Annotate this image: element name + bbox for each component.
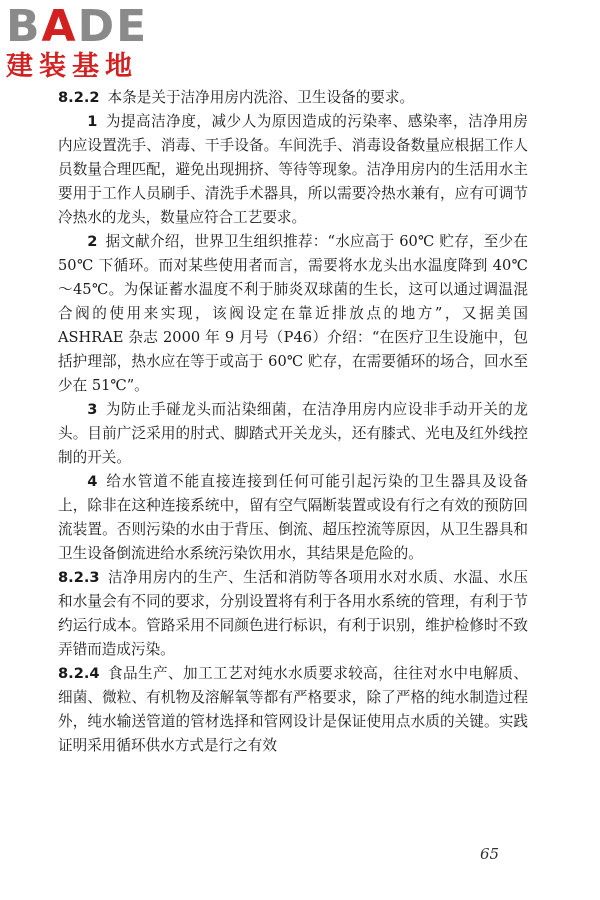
document-body — [58, 86, 528, 758]
clause-number: 8.2.3 — [58, 569, 100, 586]
item-number: 2 — [87, 233, 98, 250]
clause-8-2-4 — [58, 662, 528, 758]
watermark-brand: BADE — [6, 1, 149, 52]
item-2 — [58, 230, 528, 398]
clause-number: 8.2.2 — [58, 89, 100, 106]
item-number: 1 — [87, 113, 98, 130]
clause-text: 本条是关于洁净用房内洗浴、卫生设备的要求。 — [107, 89, 415, 106]
item-4 — [58, 470, 528, 566]
item-3 — [58, 398, 528, 470]
clause-text: 食品生产、加工工艺对纯水水质要求较高，往往对水中电解质、细菌、微粒、有机物及溶解氧等都有严格要求，除了严格的纯水制造过程外，纯水输送管道的管材选择和管网设计是保证使用点水质的关键。实践证明采用循环供水方式是行之有效 — [58, 665, 528, 754]
clause-8-2-2 — [58, 86, 528, 110]
item-number: 4 — [87, 473, 98, 490]
item-text: 为防止手碰龙头而沾染细菌，在洁净用房内应设非手动开关的龙头。目前广泛采用的肘式、脚踏式开关龙头，还有膝式、光电及红外线控制的开关。 — [58, 401, 528, 466]
item-text: 为提高洁净度，减少人为原因造成的污染率、感染率，洁净用房内应设置洗手、消毒、干手设备。车间洗手、消毒设备数量应根据工作人员数量合理匹配，避免出现拥挤、等待等现象。洁净用房内的生活用水主要用于工作人员刷手、清洗手术器具，所以需要冷热水兼有，应有可调节冷热水的龙头，数量应符合工艺要求。 — [58, 113, 528, 226]
item-number: 3 — [87, 401, 98, 418]
item-text: 据文献介绍，世界卫生组织推荐：“水应高于 60℃ 贮存，至少在 50℃ 下循环。而对某些使用者而言，需要将水龙头出水温度降到 40℃～45℃。为保证蓄水温度不利于肺炎双球菌的生长，这可以通过调温混合阀的使用来实现，该阀设定在靠近排放点的地方”，又据美国 ASHRAE 杂志 2000 年 9 月号（P46）介绍：“在医疗卫生设施中，包括护理部，热水应在等于或高于 60℃ 贮存，在需要循环的场合，回水至少在 51℃”。 — [58, 233, 528, 394]
item-text: 给水管道不能直接连接到任何可能引起污染的卫生器具及设备上，除非在这种连接系统中，留有空气隔断装置或设有行之有效的预防回流装置。否则污染的水由于背压、倒流、超压控流等原因，从卫生器具和卫生设备倒流进给水系统污染饮用水，其结果是危险的。 — [58, 473, 528, 562]
watermark-subtitle: 建装基地 — [6, 51, 138, 82]
clause-number: 8.2.4 — [58, 665, 100, 682]
watermark-logo — [6, 1, 176, 82]
clause-text: 洁净用房内的生产、生活和消防等各项用水对水质、水温、水压和水量会有不同的要求，分别设置将有利于各用水系统的管理，有利于节约运行成本。管路采用不同颜色进行标识，有利于识别，维护检修时不致弄错而造成污染。 — [58, 569, 528, 658]
clause-8-2-3 — [58, 566, 528, 662]
item-1 — [58, 110, 528, 230]
page-number: 65 — [480, 845, 500, 863]
